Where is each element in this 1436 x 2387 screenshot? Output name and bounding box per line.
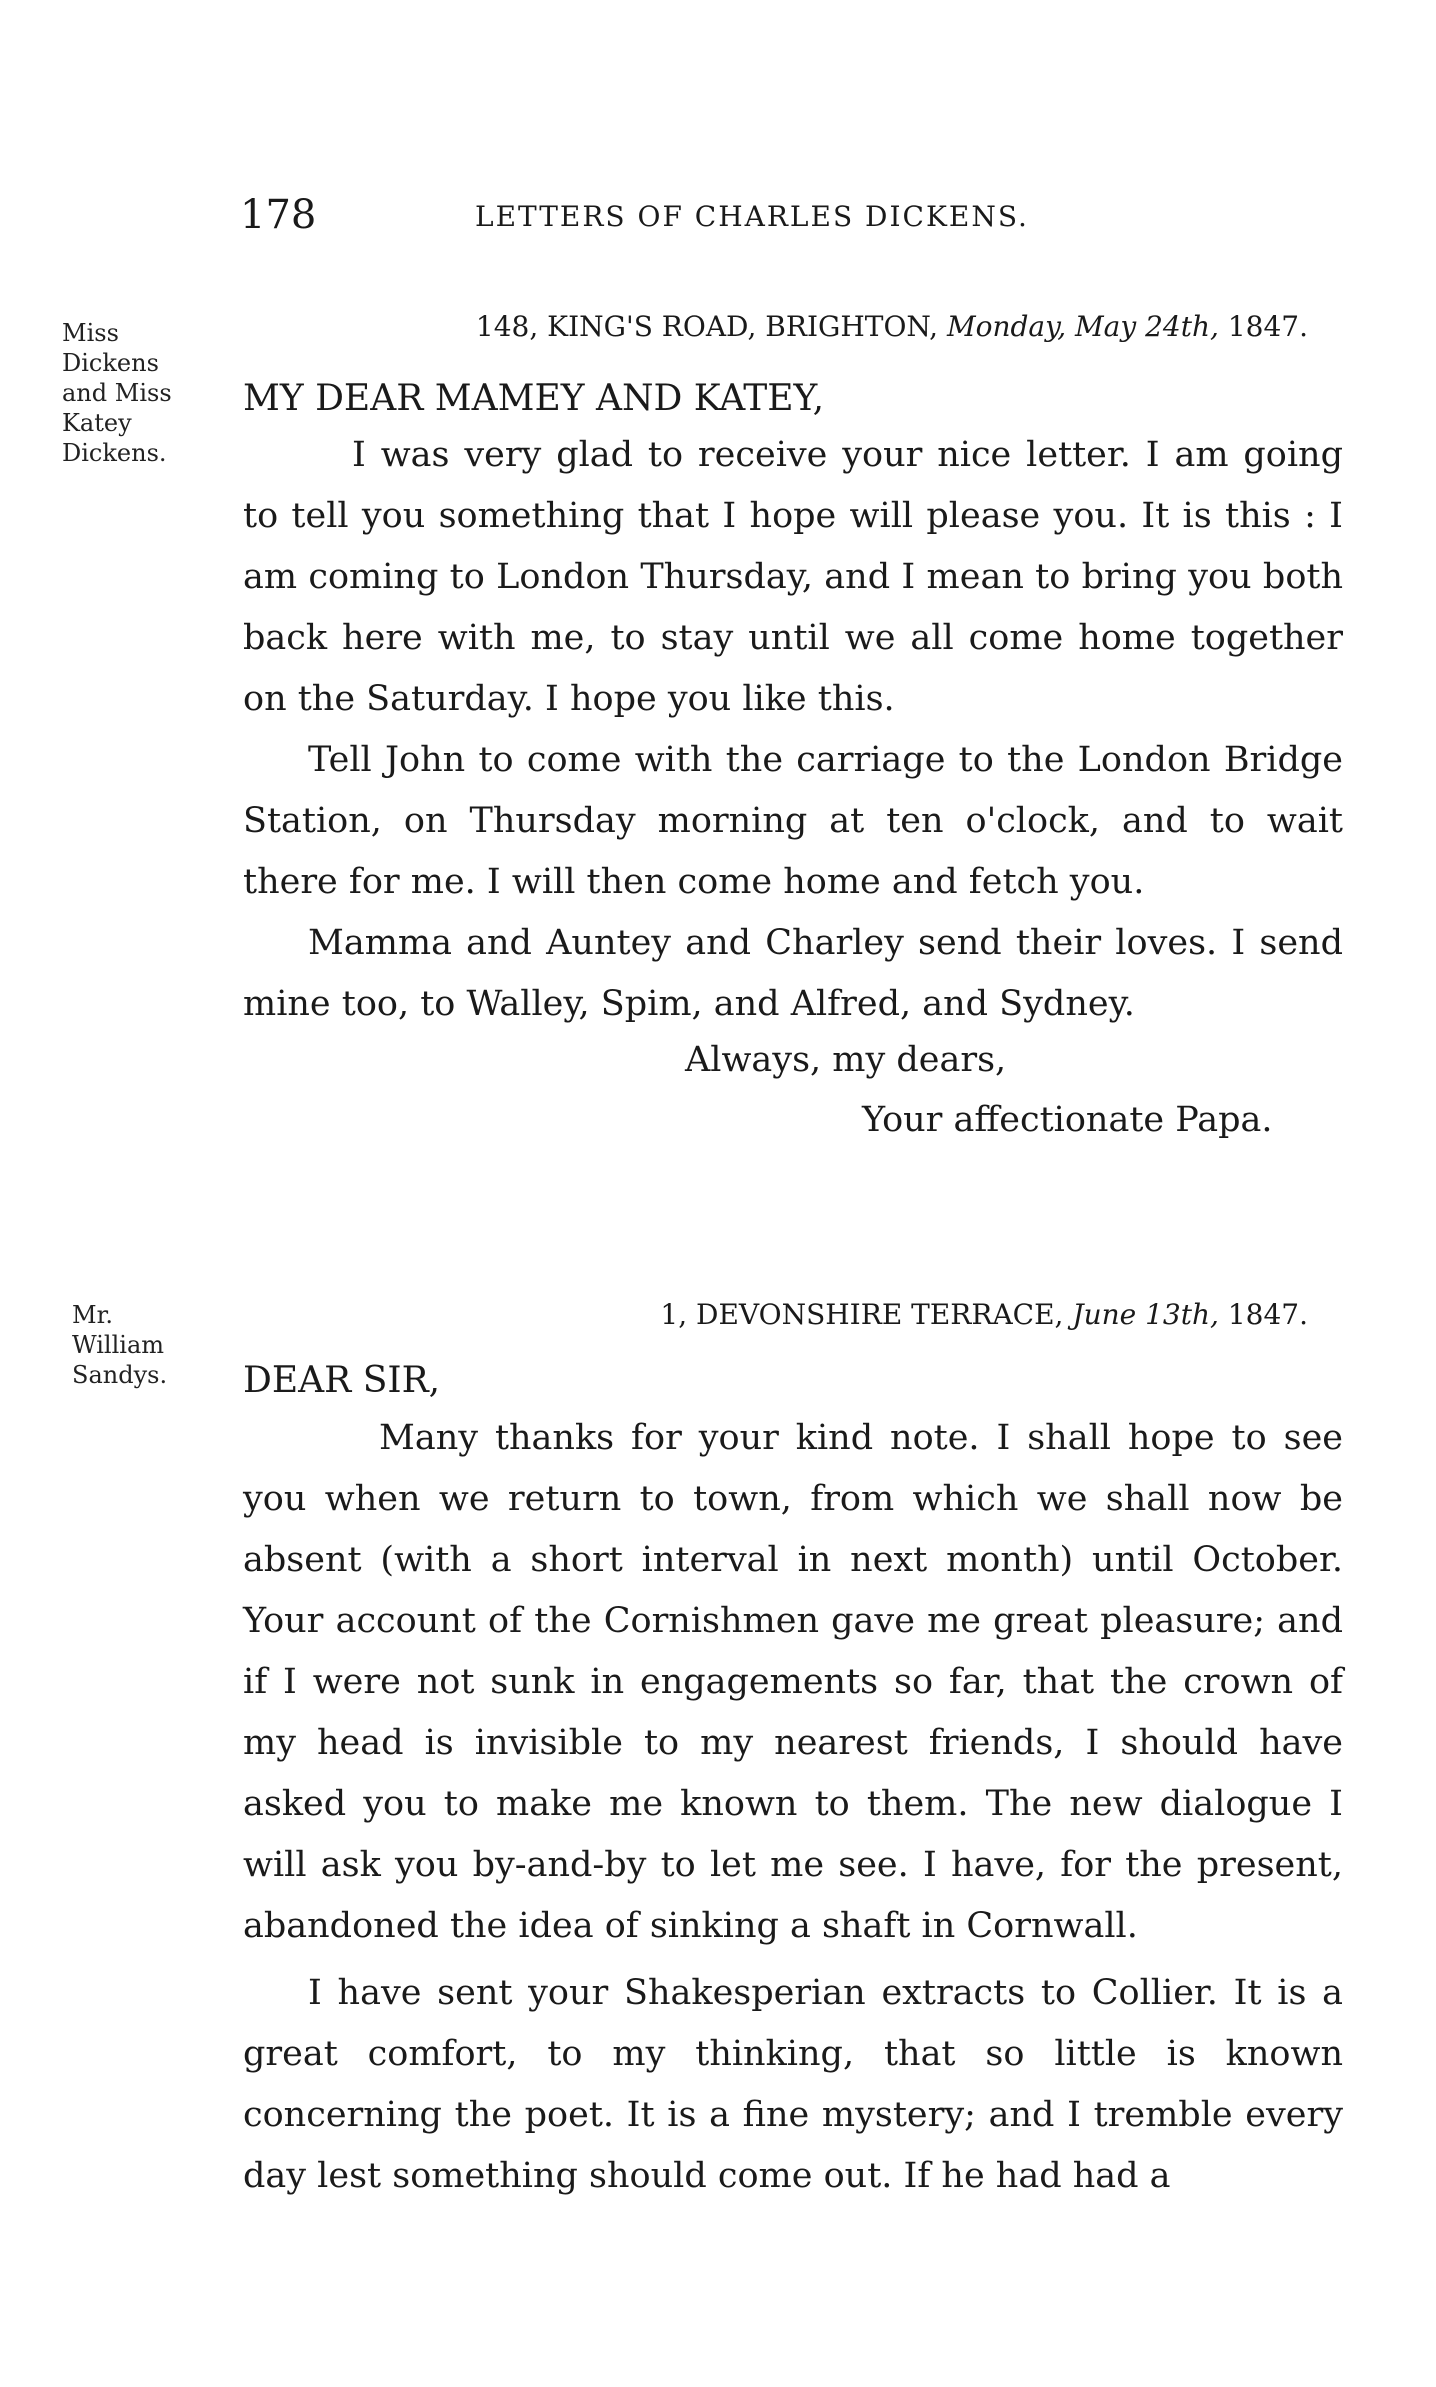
- dateline-address: 1, DEVONSHIRE TERRACE,: [660, 1298, 1064, 1331]
- paragraph: Tell John to come with the carriage to the London Bridge Station, on Thursday morning at ten o'clock, and to wait there for me. I will then come home and fetch you.: [243, 740, 1343, 902]
- dateline-year: 1847.: [1227, 1298, 1308, 1331]
- page-number: 178: [240, 192, 317, 238]
- dateline-date: June 13th,: [1072, 1298, 1219, 1331]
- sidenote-recipient-2: Mr. William Sandys.: [72, 1301, 168, 1389]
- letter-body-2: [243, 1408, 1343, 2207]
- dateline-address: 148, KING'S ROAD, BRIGHTON,: [475, 310, 939, 343]
- paragraph: I was very glad to receive your nice letter. I am going to tell you something that I hope will please you. It is this : I am coming to London Thursday, and I mean to bring you both back here with me, to stay until we all come home together on the Saturday. I hope you like this.: [243, 435, 1343, 719]
- closing-1: Always, my dears,: [685, 1040, 1007, 1080]
- dateline-2: [660, 1298, 1308, 1331]
- signature-1: Your affectionate Papa.: [862, 1100, 1273, 1140]
- dateline-year: 1847.: [1227, 310, 1308, 343]
- salutation-1: MY DEAR MAMEY AND KATEY,: [243, 378, 825, 419]
- sidenote-recipient-1: Miss Dickens and Miss Katey Dickens.: [62, 319, 172, 467]
- running-head: [240, 192, 1340, 242]
- paragraph: Mamma and Auntey and Charley send their loves. I send mine too, to Walley, Spim, and Alfred, and Sydney.: [243, 923, 1343, 1024]
- dateline-date: Monday, May 24th,: [946, 310, 1219, 343]
- paragraph: I have sent your Shakesperian extracts to Collier. It is a great comfort, to my thinking, that so little is known concerning the poet. It is a fine mystery; and I tremble every day lest something should come out. If he had had a: [243, 1973, 1343, 2196]
- paragraph: Many thanks for your kind note. I shall hope to see you when we return to town, from which we shall now be absent (with a short interval in next month) until October. Your account of the Cornishmen gave me great pleasure; and if I were not sunk in engagements so far, that the crown of my head is invisible to my nearest friends, I should have asked you to make me known to them. The new dialogue I will ask you by-and-by to let me see. I have, for the present, abandoned the idea of sinking a shaft in Cornwall.: [243, 1418, 1343, 1946]
- letter-body-1: [243, 425, 1343, 1035]
- dateline-1: [476, 310, 1308, 343]
- salutation-2: DEAR SIR,: [243, 1360, 441, 1401]
- running-title: LETTERS OF CHARLES DICKENS.: [475, 200, 1029, 233]
